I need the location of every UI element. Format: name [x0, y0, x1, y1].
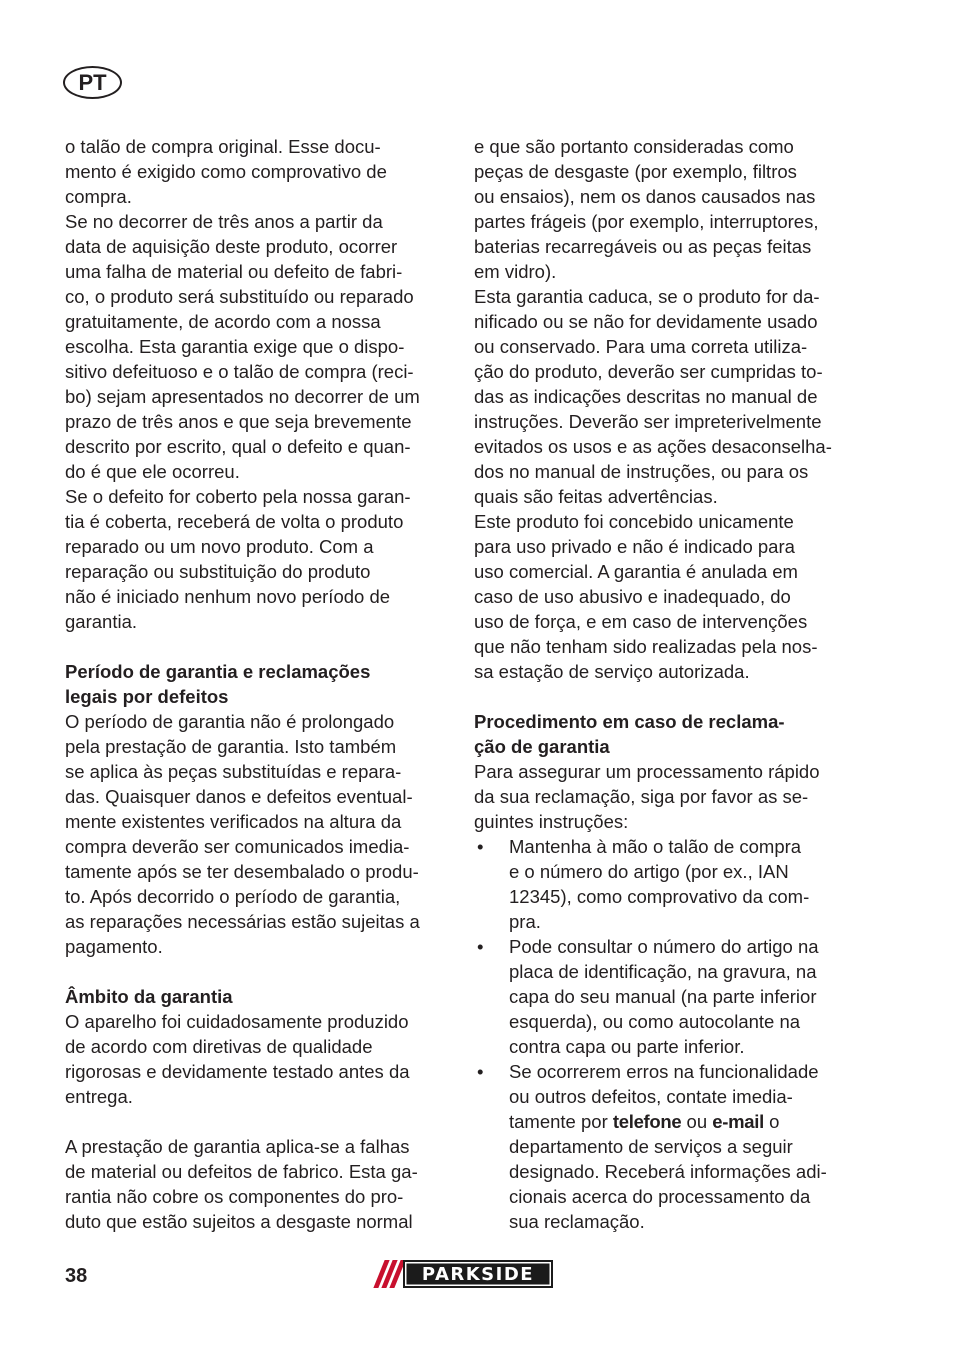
- heading-line: ção de garantia: [474, 736, 610, 757]
- text-line: esquerda), ou como autocolante na: [509, 1011, 801, 1032]
- paragraph: [474, 284, 864, 509]
- list-item-text: [509, 934, 864, 1059]
- paragraph: [65, 134, 455, 209]
- emphasized-text: telefone: [612, 1111, 682, 1132]
- text-line: das. Quaisquer danos e defeitos eventual-: [65, 786, 413, 807]
- text-line: Este produto foi concebido unicamente: [474, 511, 794, 532]
- text-line: entrega.: [65, 1086, 133, 1107]
- text-line: to. Após decorrido o período de garantia,: [65, 886, 401, 907]
- text-line: ou ensaios), nem os danos causados nas: [474, 186, 816, 207]
- paragraph: [65, 209, 455, 484]
- left-column: [65, 134, 455, 1234]
- text-line: tamente após se ter desembalado o produ-: [65, 861, 419, 882]
- text-line: bo) sejam apresentados no decorrer de um: [65, 386, 420, 407]
- paragraph: [65, 1009, 455, 1109]
- text-line: compra deverão ser comunicados imedia-: [65, 836, 410, 857]
- text-line: uma falha de material ou defeito de fabri-: [65, 261, 403, 282]
- text-line: partes frágeis (por exemplo, interruptores,: [474, 211, 819, 232]
- text-line: departamento de serviços a seguir: [509, 1136, 793, 1157]
- section-heading: [474, 709, 864, 759]
- right-column: [474, 134, 864, 1234]
- text-line: [509, 1109, 864, 1134]
- language-badge: [63, 66, 122, 99]
- text-segment: o: [763, 1111, 780, 1132]
- text-line: de acordo com diretivas de qualidade: [65, 1036, 373, 1057]
- page-number: 38: [65, 1265, 88, 1287]
- language-code: PT: [78, 69, 107, 95]
- heading-line: Período de garantia e reclamações: [65, 661, 371, 682]
- text-line: ou outros defeitos, contate imedia-: [509, 1086, 793, 1107]
- bullet-marker: •: [477, 836, 484, 857]
- text-line: escolha. Esta garantia exige que o dispo-: [65, 336, 405, 357]
- text-line: ção do produto, deverão ser cumpridas to-: [474, 361, 823, 382]
- heading-line: Âmbito da garantia: [65, 986, 233, 1007]
- text-line: O aparelho foi cuidadosamente produzido: [65, 1011, 409, 1032]
- text-line: reparado ou um novo produto. Com a: [65, 536, 374, 557]
- logo-wordmark: PARKSIDE: [403, 1260, 553, 1288]
- text-line: quais são feitas advertências.: [474, 486, 718, 507]
- text-line: rigorosas e devidamente testado antes da: [65, 1061, 410, 1082]
- text-line: e o número do artigo (por ex., IAN: [509, 861, 789, 882]
- paragraph: [65, 1134, 455, 1234]
- text-line: as reparações necessárias estão sujeitas a: [65, 911, 420, 932]
- text-line: garantia.: [65, 611, 137, 632]
- text-line: designado. Receberá informações adi-: [509, 1161, 827, 1182]
- heading-line: legais por defeitos: [65, 686, 229, 707]
- text-line: capa do seu manual (na parte inferior: [509, 986, 817, 1007]
- text-line: pra.: [509, 911, 541, 932]
- bullet-marker: •: [477, 936, 484, 957]
- text-line: reparação ou substituição do produto: [65, 561, 371, 582]
- section-heading: [65, 984, 455, 1009]
- text-segment: ou: [681, 1111, 713, 1132]
- text-line: sa estação de serviço autorizada.: [474, 661, 750, 682]
- text-line: baterias recarregáveis ou as peças feitas: [474, 236, 812, 257]
- text-line: O período de garantia não é prolongado: [65, 711, 395, 732]
- text-line: A prestação de garantia aplica-se a falhas: [65, 1136, 410, 1157]
- text-line: placa de identificação, na gravura, na: [509, 961, 817, 982]
- text-line: caso de uso abusivo e inadequado, do: [474, 586, 791, 607]
- text-line: gratuitamente, de acordo com a nossa: [65, 311, 381, 332]
- text-line: Se ocorrerem erros na funcionalidade: [509, 1061, 819, 1082]
- list-item-text: [509, 1059, 864, 1234]
- paragraph: [65, 484, 455, 634]
- text-line: Mantenha à mão o talão de compra: [509, 836, 802, 857]
- paragraph: [474, 134, 864, 284]
- text-line: mento é exigido como comprovativo de: [65, 161, 387, 182]
- text-line: Para assegurar um processamento rápido: [474, 761, 820, 782]
- list-item: [474, 934, 864, 1059]
- text-line: Se no decorrer de três anos a partir da: [65, 211, 383, 232]
- text-line: compra.: [65, 186, 132, 207]
- text-line: Se o defeito for coberto pela nossa garan-: [65, 486, 411, 507]
- text-line: contra capa ou parte inferior.: [509, 1036, 745, 1057]
- text-line: cionais acerca do processamento da: [509, 1186, 811, 1207]
- text-line: pagamento.: [65, 936, 163, 957]
- text-line: evitados os usos e as ações desaconselha-: [474, 436, 832, 457]
- paragraph: [65, 709, 455, 959]
- text-line: uso comercial. A garantia é anulada em: [474, 561, 798, 582]
- text-line: pela prestação de garantia. Isto também: [65, 736, 397, 757]
- text-line: descrito por escrito, qual o defeito e quan-: [65, 436, 411, 457]
- list-item: [474, 834, 864, 934]
- text-line: não é iniciado nenhum novo período de: [65, 586, 391, 607]
- text-line: data de aquisição deste produto, ocorrer: [65, 236, 398, 257]
- text-line: peças de desgaste (por exemplo, filtros: [474, 161, 797, 182]
- text-line: em vidro).: [474, 261, 557, 282]
- text-line: duto que estão sujeitos a desgaste normal: [65, 1211, 413, 1232]
- text-line: prazo de três anos e que seja brevemente: [65, 411, 412, 432]
- section-heading: [65, 659, 455, 709]
- text-line: e que são portanto consideradas como: [474, 136, 794, 157]
- text-line: guintes instruções:: [474, 811, 629, 832]
- text-line: Esta garantia caduca, se o produto for da-: [474, 286, 820, 307]
- paragraph: [474, 759, 864, 834]
- text-line: Pode consultar o número do artigo na: [509, 936, 819, 957]
- logo-slashes-icon: [373, 1260, 403, 1288]
- text-line: dos no manual de instruções, ou para os: [474, 461, 809, 482]
- text-line: das as indicações descritas no manual de: [474, 386, 818, 407]
- text-line: se aplica às peças substituídas e repara-: [65, 761, 402, 782]
- text-line: do é que ele ocorreu.: [65, 461, 240, 482]
- text-line: nificado ou se não for devidamente usado: [474, 311, 818, 332]
- text-line: ou conservado. Para uma correta utiliza-: [474, 336, 808, 357]
- list-item: [474, 1059, 864, 1234]
- text-line: tia é coberta, receberá de volta o produto: [65, 511, 404, 532]
- procedure-list: [474, 834, 864, 1234]
- text-line: instruções. Deverão ser impreterivelmente: [474, 411, 822, 432]
- text-line: mente existentes verificados na altura da: [65, 811, 402, 832]
- text-line: da sua reclamação, siga por favor as se-: [474, 786, 809, 807]
- text-line: o talão de compra original. Esse docu-: [65, 136, 381, 157]
- text-line: para uso privado e não é indicado para: [474, 536, 795, 557]
- text-line: rantia não cobre os componentes do pro-: [65, 1186, 404, 1207]
- paragraph: [474, 509, 864, 684]
- text-line: sitivo defeituoso e o talão de compra (reci-: [65, 361, 414, 382]
- text-line: de material ou defeitos de fabrico. Esta ga-: [65, 1161, 418, 1182]
- emphasized-text: e-mail: [712, 1111, 764, 1132]
- parkside-logo: [373, 1260, 553, 1288]
- heading-line: Procedimento em caso de reclama-: [474, 711, 785, 732]
- text-line: uso de força, e em caso de intervenções: [474, 611, 808, 632]
- text-line: sua reclamação.: [509, 1211, 645, 1232]
- text-line: que não tenham sido realizadas pela nos-: [474, 636, 818, 657]
- text-line: 12345), como comprovativo da com-: [509, 886, 810, 907]
- text-segment: tamente por: [509, 1111, 613, 1132]
- bullet-marker: •: [477, 1061, 484, 1082]
- text-line: co, o produto será substituído ou reparado: [65, 286, 414, 307]
- list-item-text: [509, 834, 864, 934]
